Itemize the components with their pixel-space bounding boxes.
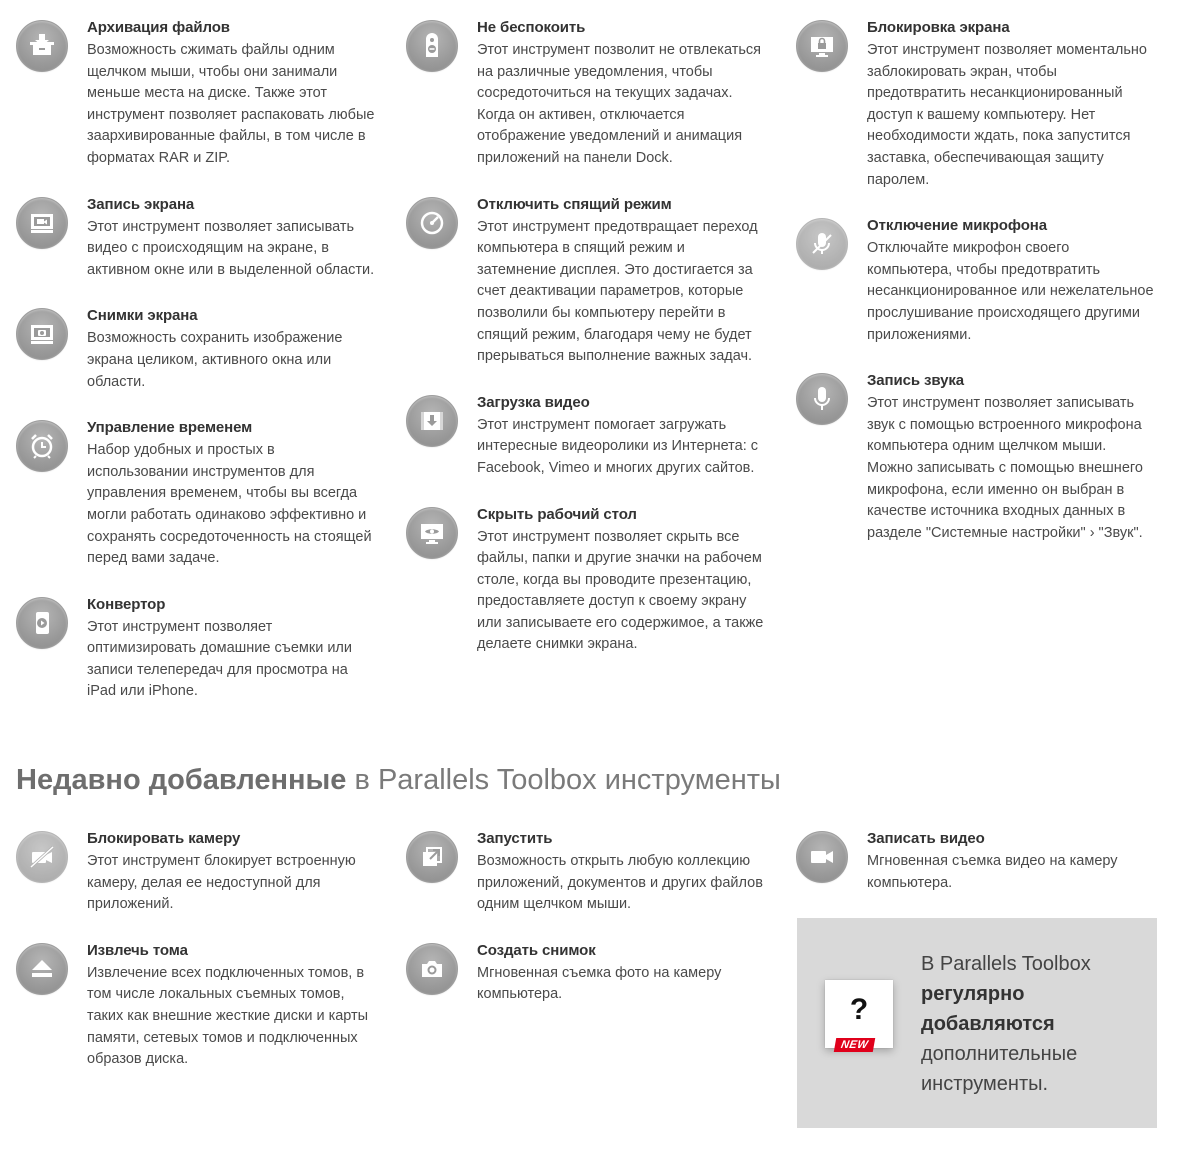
recent-title-bold: Недавно добавленные	[16, 764, 347, 796]
feature-description: Этот инструмент позволит не отвлекаться на различные уведомления, чтобы сосредоточиться на текущих задачах. Когда он активен, отключается отображение уведомлений и анимация приложений на панели Dock.	[477, 42, 762, 166]
feature-lock-screen	[796, 18, 1156, 191]
recent-column-1	[16, 829, 376, 1096]
feature-description: Мгновенная съемка фото на камеру компьютера.	[477, 964, 722, 1003]
do-not-disturb-icon	[406, 20, 458, 72]
feature-title: Запись экрана	[87, 195, 195, 213]
feature-description: Возможность сохранить изображение экрана целиком, активного окна или области.	[87, 330, 343, 390]
feature-description: Этот инструмент позволяет записывать видео с происходящим на экране, в активном окне или в выделенной области.	[87, 218, 375, 278]
feature-description: Набор удобных и простых в использовании инструментов для управления временем, чтобы вы всегда могли работать одинаково эффективно и сохранять сосредоточенность на стоящей перед вами задаче.	[87, 442, 372, 567]
feature-description: Этот инструмент помогает загружать интересные видеоролики из Интернета: с Facebook, Vimeo и многих других сайтов.	[477, 416, 759, 476]
feature-mute-microphone	[796, 216, 1156, 346]
prevent-sleep-icon	[406, 197, 458, 249]
features-column-3	[796, 18, 1156, 569]
camera-icon	[406, 943, 458, 995]
download-video-icon	[406, 395, 458, 447]
promo-line: дополнительные	[921, 1043, 1078, 1065]
feature-screenshots	[16, 306, 376, 393]
promo-line-bold: добавляются	[921, 1013, 1055, 1035]
block-camera-icon	[16, 831, 68, 883]
recent-section-title	[16, 760, 781, 800]
feature-title: Запустить	[477, 830, 553, 847]
promo-text	[921, 949, 1141, 1099]
feature-record-video	[796, 829, 1156, 894]
feature-title: Конвертор	[87, 595, 166, 613]
feature-do-not-disturb	[406, 18, 766, 170]
feature-description: Этот инструмент блокирует встроенную камеру, делая ее недоступной для приложений.	[87, 853, 356, 913]
feature-description: Мгновенная съемка видео на камеру компьютера.	[867, 853, 1118, 891]
record-audio-icon	[796, 373, 848, 425]
new-tool-card	[825, 980, 893, 1051]
feature-screen-record	[16, 195, 376, 282]
feature-description: Этот инструмент позволяет скрыть все файлы, папки и другие значки на рабочем столе, когда вы проводите презентацию, предоставляете доступ к своему экрану или записываете его содержимое, а также делаете снимки экрана.	[477, 528, 764, 653]
feature-title: Записать видео	[867, 830, 985, 847]
feature-title: Загрузка видео	[477, 393, 590, 411]
question-mark-icon: ?	[849, 993, 869, 1026]
feature-description: Этот инструмент предотвращает переход компьютера в спящий режим и затемнение дисплея. Это достигается за счет деактивации параметров, которые позволили бы компьютеру перейти в спящий режим, благодаря чему не будет прерываться выполнение важных задач.	[477, 218, 758, 365]
feature-block-camera	[16, 829, 376, 916]
feature-record-audio	[796, 371, 1156, 544]
feature-title: Создать снимок	[477, 941, 596, 959]
feature-description: Отключайте микрофон своего компьютера, чтобы предотвратить несанкционированное или нежелательное прослушивание происходящего другими приложениями.	[867, 240, 1154, 343]
feature-converter	[16, 595, 376, 703]
recent-title-rest: в Parallels Toolbox инструменты	[346, 764, 781, 796]
feature-time-management	[16, 418, 376, 570]
feature-download-video	[406, 393, 766, 480]
feature-description: Этот инструмент позволяет записывать звук с помощью встроенного микрофона компьютера одним щелчком мыши. Можно записывать с помощью внешнего микрофона, если именно он выбран в качестве источника входных данных в разделе "Системные настройки" › "Звук".	[867, 395, 1143, 541]
feature-title: Снимки экрана	[87, 307, 198, 325]
launch-icon	[406, 831, 458, 883]
converter-icon	[16, 597, 68, 649]
features-column-1	[16, 18, 376, 728]
features-column-2	[406, 18, 766, 681]
feature-title: Управление временем	[87, 419, 253, 437]
archive-icon	[16, 20, 68, 72]
screen-record-icon	[16, 197, 68, 249]
promo-line: инструменты.	[921, 1073, 1049, 1095]
promo-box	[797, 918, 1157, 1128]
recent-column-3	[796, 829, 1156, 919]
feature-title: Архивация файлов	[87, 19, 230, 36]
feature-hide-desktop	[406, 505, 766, 657]
eject-icon	[16, 943, 68, 995]
mute-microphone-icon	[796, 218, 848, 270]
feature-title: Блокировать камеру	[87, 830, 241, 847]
record-video-icon	[796, 831, 848, 883]
feature-title: Запись звука	[867, 372, 965, 390]
feature-prevent-sleep	[406, 195, 766, 368]
feature-description: Извлечение всех подключенных томов, в том числе локальных съемных томов, таких как внешние жесткие диски и карты памяти, сетевых томов и подключенных образов диска.	[87, 964, 369, 1068]
promo-line: В Parallels Toolbox	[921, 953, 1091, 975]
feature-title: Отключение микрофона	[867, 217, 1047, 235]
hide-desktop-icon	[406, 507, 458, 559]
feature-description: Этот инструмент позволяет оптимизировать домашние съемки или записи телепередач для просмотра на iPad или iPhone.	[87, 618, 352, 700]
new-badge: NEW	[834, 1038, 876, 1052]
lock-screen-icon	[796, 20, 848, 72]
screenshot-icon	[16, 308, 68, 360]
feature-description: Возможность сжимать файлы одним щелчком мыши, чтобы они занимали меньше места на диске. Также этот инструмент позволяет распаковать любые заархивированные файлы, в том числе в форматах RAR и ZIP.	[87, 42, 375, 166]
feature-title: Отключить спящий режим	[477, 195, 672, 213]
feature-description: Этот инструмент позволяет моментально заблокировать экран, чтобы предотвратить несанкционированный доступ к вашему компьютеру. Нет необходимости ждать, пока запустится заставка, обеспечивающая защиту паролем.	[867, 42, 1147, 188]
feature-eject	[16, 941, 376, 1071]
feature-take-photo	[406, 941, 766, 1006]
feature-title: Скрыть рабочий стол	[477, 505, 637, 523]
feature-title: Блокировка экрана	[867, 19, 1010, 36]
feature-description: Возможность открыть любую коллекцию приложений, документов и других файлов одним щелчком мыши.	[477, 853, 763, 913]
feature-launch	[406, 829, 766, 916]
recent-column-2	[406, 829, 766, 1031]
feature-title: Извлечь тома	[87, 941, 188, 959]
feature-archive	[16, 18, 376, 170]
alarm-clock-icon	[16, 420, 68, 472]
feature-title: Не беспокоить	[477, 19, 586, 36]
promo-line-bold: регулярно	[921, 983, 1025, 1005]
